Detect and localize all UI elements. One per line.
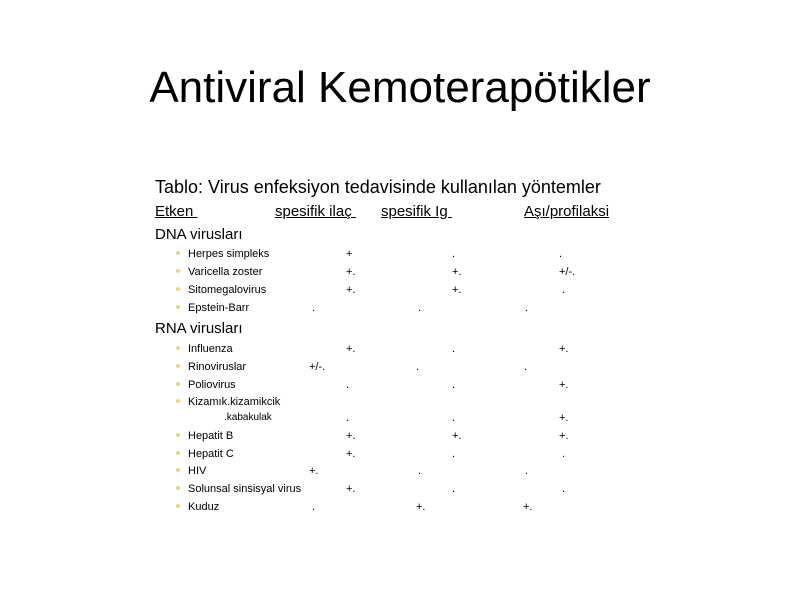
bullet-icon	[176, 305, 180, 309]
table-row-continuation	[176, 409, 736, 427]
bullet-icon	[176, 468, 180, 472]
bullet-icon	[176, 504, 180, 508]
drug-value: +	[346, 248, 353, 260]
bullet-icon	[176, 364, 180, 368]
header-asi-profilaksi: Aşı/profilaksi	[524, 203, 610, 220]
ig-value: +.	[452, 266, 462, 278]
table-caption: Tablo: Virus enfeksiyon tedavisinde kullanılan yöntemler	[155, 177, 601, 197]
virus-name: Kizamık.kizamikcik	[188, 396, 281, 408]
bullet-icon	[176, 486, 180, 490]
group-label-rna: RNA virusları	[155, 320, 243, 337]
vaccine-value: +.	[559, 343, 569, 355]
drug-value: +.	[346, 448, 356, 460]
virus-name: Hepatit C	[188, 448, 234, 460]
ig-value: +.	[416, 501, 426, 513]
bullet-icon	[176, 346, 180, 350]
table-row	[176, 498, 736, 516]
drug-value: +.	[309, 465, 319, 477]
virus-name: HIV	[188, 465, 207, 477]
bullet-icon	[176, 433, 180, 437]
drug-value: +.	[346, 430, 356, 442]
virus-name: Solunsal sinsisyal virus	[188, 483, 302, 495]
bullet-icon	[176, 382, 180, 386]
ig-value: .	[452, 483, 456, 495]
table-row	[176, 427, 736, 445]
table-row	[176, 376, 736, 394]
table-row	[176, 480, 736, 498]
table-row	[176, 299, 736, 317]
ig-value: .	[452, 248, 456, 260]
vaccine-value: +.	[559, 412, 569, 424]
table-row	[176, 340, 736, 358]
virus-name-continuation: .kabakulak	[224, 412, 272, 423]
vaccine-value: .	[524, 361, 528, 373]
drug-value: +.	[346, 343, 356, 355]
vaccine-value: .	[525, 302, 529, 314]
drug-value: +.	[346, 284, 356, 296]
ig-value: .	[418, 302, 422, 314]
vaccine-value: .	[562, 284, 566, 296]
table-row	[176, 245, 736, 263]
drug-value: .	[346, 412, 350, 424]
ig-value: +.	[452, 284, 462, 296]
vaccine-value: .	[562, 448, 566, 460]
table-row	[176, 281, 736, 299]
slide-title: Antiviral Kemoterapötikler	[149, 63, 651, 112]
group-label-dna: DNA virusları	[155, 226, 243, 243]
drug-value: .	[312, 501, 316, 513]
ig-value: .	[452, 379, 456, 391]
vaccine-value: +/-.	[559, 266, 576, 278]
vaccine-value: +.	[523, 501, 533, 513]
virus-name: Poliovirus	[188, 379, 236, 391]
vaccine-value: .	[525, 465, 529, 477]
virus-name: Epstein-Barr	[188, 302, 250, 314]
header-spesifik-ilac: spesifik ilaç	[275, 203, 356, 220]
drug-value: +/-.	[309, 361, 326, 373]
table-row	[176, 263, 736, 281]
ig-value: .	[452, 412, 456, 424]
bullet-icon	[176, 251, 180, 255]
virus-name: Varicella zoster	[188, 266, 263, 278]
bullet-icon	[176, 287, 180, 291]
virus-name: Influenza	[188, 343, 233, 355]
ig-value: .	[452, 343, 456, 355]
ig-value: .	[416, 361, 420, 373]
virus-name: Hepatit B	[188, 430, 234, 442]
virus-name: Kuduz	[188, 501, 220, 513]
drug-value: .	[312, 302, 316, 314]
virus-name: Sitomegalovirus	[188, 284, 267, 296]
vaccine-value: .	[562, 483, 566, 495]
drug-value: +.	[346, 483, 356, 495]
drug-value: .	[346, 379, 350, 391]
ig-value: .	[418, 465, 422, 477]
drug-value: +.	[346, 266, 356, 278]
virus-name: Rinoviruslar	[188, 361, 247, 373]
ig-value: .	[452, 448, 456, 460]
bullet-icon	[176, 399, 180, 403]
vaccine-value: +.	[559, 430, 569, 442]
bullet-icon	[176, 269, 180, 273]
table-row	[176, 462, 736, 480]
table-row	[176, 445, 736, 463]
header-etken: Etken	[155, 203, 198, 220]
ig-value: +.	[452, 430, 462, 442]
bullet-icon	[176, 451, 180, 455]
virus-name: Herpes simpleks	[188, 248, 270, 260]
vaccine-value: .	[559, 248, 563, 260]
vaccine-value: +.	[559, 379, 569, 391]
header-spesifik-ig: spesifik Ig	[381, 203, 452, 220]
table-row	[176, 358, 736, 376]
